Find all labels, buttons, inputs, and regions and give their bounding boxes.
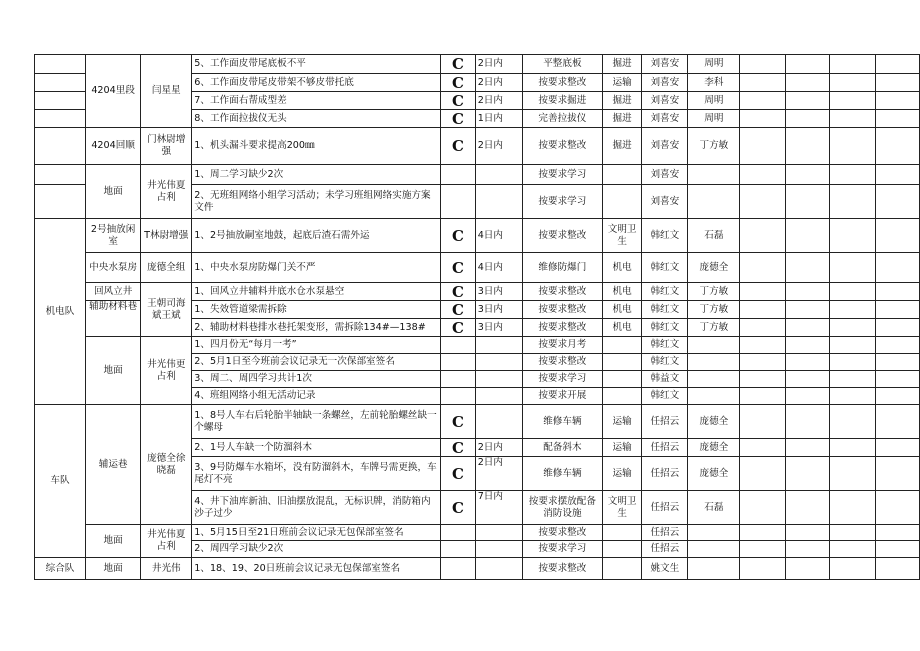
- measure-cell: 按要求整改: [522, 319, 602, 337]
- deadline-cell: 4日内: [475, 253, 522, 283]
- empty-cell: [875, 558, 919, 580]
- checker-cell: 庞德全: [688, 405, 740, 439]
- deadline-cell: 2日内: [475, 55, 522, 74]
- location-cell: 4204里段: [85, 55, 140, 128]
- empty-cell: [830, 128, 876, 165]
- grade-cell: [441, 541, 476, 558]
- checker-cell: [688, 371, 740, 388]
- unit-cell: [602, 371, 641, 388]
- checker-cell: [688, 337, 740, 354]
- unit-cell: 文明卫生: [602, 491, 641, 525]
- supervisor-cell: 任招云: [642, 439, 688, 457]
- empty-cell: [740, 55, 786, 74]
- empty-cell: [786, 525, 830, 541]
- grade-cell: C: [441, 457, 476, 491]
- unit-cell: [602, 185, 641, 219]
- team-cell: [35, 55, 86, 74]
- grade-cell: C: [441, 74, 476, 92]
- deadline-cell: [475, 354, 522, 371]
- owner-cell: 井光伟: [141, 558, 192, 580]
- checker-cell: 丁方敏: [688, 128, 740, 165]
- measure-cell: 按要求摆放配备消防设施: [522, 491, 602, 525]
- grade-cell: C: [441, 319, 476, 337]
- empty-cell: [786, 541, 830, 558]
- team-cell: 综合队: [35, 558, 86, 580]
- issue-cell: 1、8号人车右后轮胎半轴缺一条螺丝，左前轮胎螺丝缺一个螺母: [192, 405, 441, 439]
- checker-cell: [688, 558, 740, 580]
- checker-cell: 庞德全: [688, 457, 740, 491]
- measure-cell: 完善拉拔仪: [522, 110, 602, 128]
- empty-cell: [786, 301, 830, 319]
- empty-cell: [830, 319, 876, 337]
- empty-cell: [875, 283, 919, 301]
- empty-cell: [875, 457, 919, 491]
- empty-cell: [740, 110, 786, 128]
- supervisor-cell: 刘喜安: [642, 110, 688, 128]
- table-row: [35, 283, 920, 301]
- empty-cell: [786, 253, 830, 283]
- empty-cell: [740, 128, 786, 165]
- empty-cell: [830, 92, 876, 110]
- empty-cell: [830, 558, 876, 580]
- unit-cell: [602, 165, 641, 185]
- grade-cell: C: [441, 439, 476, 457]
- empty-cell: [786, 165, 830, 185]
- supervisor-cell: 刘喜安: [642, 55, 688, 74]
- empty-cell: [740, 541, 786, 558]
- empty-cell: [875, 541, 919, 558]
- deadline-cell: [475, 388, 522, 405]
- supervisor-cell: 韩益文: [642, 371, 688, 388]
- issue-cell: 2、5月1日至今班前会议记录无一次保部室签名: [192, 354, 441, 371]
- empty-cell: [830, 219, 876, 253]
- deadline-cell: 3日内: [475, 301, 522, 319]
- issue-cell: 5、工作面皮带尾底板不平: [192, 55, 441, 74]
- unit-cell: 机电: [602, 319, 641, 337]
- empty-cell: [875, 301, 919, 319]
- location-cell: 辅运巷: [85, 405, 140, 525]
- grade-cell: [441, 525, 476, 541]
- supervisor-cell: 姚文生: [642, 558, 688, 580]
- supervisor-cell: 刘喜安: [642, 92, 688, 110]
- empty-cell: [830, 74, 876, 92]
- grade-cell: C: [441, 128, 476, 165]
- table-row: [35, 55, 920, 74]
- team-cell: [35, 92, 86, 110]
- issue-cell: 7、工作面右帮成型差: [192, 92, 441, 110]
- table-row: [35, 558, 920, 580]
- supervisor-cell: 韩红文: [642, 354, 688, 371]
- measure-cell: 平整底板: [522, 55, 602, 74]
- measure-cell: 按要求整改: [522, 74, 602, 92]
- empty-cell: [786, 354, 830, 371]
- grade-cell: [441, 371, 476, 388]
- supervisor-cell: 刘喜安: [642, 165, 688, 185]
- owner-cell: 庞德全徐晓磊: [141, 405, 192, 525]
- grade-cell: C: [441, 219, 476, 253]
- issue-cell: 8、工作面拉拔仪无头: [192, 110, 441, 128]
- grade-cell: [441, 337, 476, 354]
- team-cell: [35, 74, 86, 92]
- supervisor-cell: 任招云: [642, 541, 688, 558]
- table-row: [35, 165, 920, 185]
- empty-cell: [740, 491, 786, 525]
- supervisor-cell: 韩红文: [642, 337, 688, 354]
- grade-cell: C: [441, 253, 476, 283]
- empty-cell: [786, 219, 830, 253]
- supervisor-cell: 韩红文: [642, 283, 688, 301]
- empty-cell: [830, 439, 876, 457]
- issue-cell: 1、中央水泵房防爆门关不严: [192, 253, 441, 283]
- team-cell: [35, 110, 86, 128]
- deadline-cell: [475, 371, 522, 388]
- issue-cell: 1、四月份无“每月一考”: [192, 337, 441, 354]
- grade-cell: C: [441, 55, 476, 74]
- table-row: [35, 219, 920, 253]
- unit-cell: 运输: [602, 457, 641, 491]
- issue-cell: 4、井下油库新油、旧油摆放混乱，无标识牌，消防箱内沙子过少: [192, 491, 441, 525]
- supervisor-cell: 任招云: [642, 525, 688, 541]
- grade-cell: [441, 558, 476, 580]
- location-cell: 地面: [85, 165, 140, 219]
- supervisor-cell: 任招云: [642, 405, 688, 439]
- unit-cell: [602, 525, 641, 541]
- measure-cell: 按要求学习: [522, 371, 602, 388]
- checker-cell: [688, 525, 740, 541]
- empty-cell: [740, 354, 786, 371]
- empty-cell: [740, 457, 786, 491]
- team-cell: [35, 185, 86, 219]
- empty-cell: [786, 388, 830, 405]
- issue-cell: 3、周二、周四学习共计1次: [192, 371, 441, 388]
- measure-cell: 按要求开展: [522, 388, 602, 405]
- issue-cell: 2、1号人车缺一个防溜斜木: [192, 439, 441, 457]
- empty-cell: [786, 371, 830, 388]
- empty-cell: [830, 283, 876, 301]
- grade-cell: C: [441, 301, 476, 319]
- location-cell: 2号抽放闲室: [85, 219, 140, 253]
- empty-cell: [740, 301, 786, 319]
- deadline-cell: [475, 185, 522, 219]
- empty-cell: [875, 92, 919, 110]
- empty-cell: [875, 165, 919, 185]
- table-row: [35, 337, 920, 354]
- unit-cell: 机电: [602, 283, 641, 301]
- empty-cell: [875, 491, 919, 525]
- deadline-cell: 2日内: [475, 128, 522, 165]
- empty-cell: [786, 337, 830, 354]
- empty-cell: [740, 439, 786, 457]
- supervisor-cell: 刘喜安: [642, 74, 688, 92]
- measure-cell: 配备斜木: [522, 439, 602, 457]
- empty-cell: [786, 74, 830, 92]
- team-cell: 机电队: [35, 219, 86, 405]
- deadline-cell: 2日内: [475, 92, 522, 110]
- checker-cell: 周明: [688, 110, 740, 128]
- location-cell: 地面: [85, 558, 140, 580]
- empty-cell: [786, 439, 830, 457]
- empty-cell: [740, 283, 786, 301]
- unit-cell: 运输: [602, 405, 641, 439]
- deadline-cell: 1日内: [475, 110, 522, 128]
- issue-cell: 1、机头漏斗要求提高200㎜: [192, 128, 441, 165]
- deadline-cell: 3日内: [475, 283, 522, 301]
- location-cell: 地面: [85, 525, 140, 558]
- empty-cell: [786, 283, 830, 301]
- supervisor-cell: 韩红文: [642, 388, 688, 405]
- team-cell: 车队: [35, 405, 86, 558]
- unit-cell: 掘进: [602, 128, 641, 165]
- grade-cell: C: [441, 283, 476, 301]
- grade-cell: [441, 165, 476, 185]
- deadline-cell: 7日内: [475, 491, 522, 525]
- empty-cell: [875, 319, 919, 337]
- empty-cell: [740, 558, 786, 580]
- supervisor-cell: 韩红文: [642, 219, 688, 253]
- empty-cell: [786, 55, 830, 74]
- supervisor-cell: 韩红文: [642, 301, 688, 319]
- checker-cell: [688, 388, 740, 405]
- owner-cell: 井光伟更占利: [141, 337, 192, 405]
- deadline-cell: [475, 525, 522, 541]
- unit-cell: 机电: [602, 301, 641, 319]
- unit-cell: [602, 388, 641, 405]
- empty-cell: [740, 219, 786, 253]
- checker-cell: [688, 165, 740, 185]
- empty-cell: [740, 185, 786, 219]
- issue-cell: 1、周二学习缺少2次: [192, 165, 441, 185]
- location-cell: 中央水泵房: [85, 253, 140, 283]
- empty-cell: [830, 371, 876, 388]
- checker-cell: 李科: [688, 74, 740, 92]
- measure-cell: 按要求整改: [522, 525, 602, 541]
- empty-cell: [830, 457, 876, 491]
- checker-cell: 石磊: [688, 219, 740, 253]
- unit-cell: 运输: [602, 74, 641, 92]
- deadline-cell: [475, 405, 522, 439]
- grade-cell: [441, 388, 476, 405]
- team-cell: [35, 165, 86, 185]
- table-row: [35, 525, 920, 541]
- owner-cell: 王朝司海斌王斌: [141, 283, 192, 337]
- supervisor-cell: 刘喜安: [642, 185, 688, 219]
- issue-cell: 4、班组网络小组无活动记录: [192, 388, 441, 405]
- empty-cell: [740, 371, 786, 388]
- inspection-table: [34, 54, 920, 580]
- location-cell: 4204回顺: [85, 128, 140, 165]
- empty-cell: [786, 185, 830, 219]
- supervisor-cell: 韩红文: [642, 319, 688, 337]
- empty-cell: [786, 128, 830, 165]
- issue-cell: 3、9号防爆车水箱坏，没有防溜斜木，车牌号需更换，车尾灯不亮: [192, 457, 441, 491]
- measure-cell: 按要求学习: [522, 165, 602, 185]
- issue-cell: 1、回风立井辅料井底水仓水泵悬空: [192, 283, 441, 301]
- deadline-cell: [475, 337, 522, 354]
- empty-cell: [875, 110, 919, 128]
- grade-cell: [441, 354, 476, 371]
- supervisor-cell: 韩红文: [642, 253, 688, 283]
- measure-cell: 按要求学习: [522, 541, 602, 558]
- empty-cell: [875, 439, 919, 457]
- empty-cell: [786, 92, 830, 110]
- issue-cell: 1、18、19、20日班前会议记录无包保部室签名: [192, 558, 441, 580]
- checker-cell: 丁方敏: [688, 283, 740, 301]
- grade-cell: C: [441, 92, 476, 110]
- empty-cell: [830, 301, 876, 319]
- empty-cell: [875, 337, 919, 354]
- empty-cell: [830, 388, 876, 405]
- empty-cell: [830, 55, 876, 74]
- checker-cell: [688, 185, 740, 219]
- empty-cell: [875, 388, 919, 405]
- empty-cell: [875, 74, 919, 92]
- empty-cell: [786, 405, 830, 439]
- issue-cell: 2、无班组网络小组学习活动；未学习班组网络实施方案文件: [192, 185, 441, 219]
- team-cell: [35, 128, 86, 165]
- empty-cell: [830, 525, 876, 541]
- checker-cell: [688, 541, 740, 558]
- measure-cell: 按要求整改: [522, 219, 602, 253]
- deadline-cell: 2日内: [475, 74, 522, 92]
- table-row: [35, 128, 920, 165]
- checker-cell: 石磊: [688, 491, 740, 525]
- empty-cell: [875, 128, 919, 165]
- empty-cell: [875, 354, 919, 371]
- checker-cell: 庞德全: [688, 253, 740, 283]
- empty-cell: [875, 253, 919, 283]
- issue-cell: 1、5月15日至21日班前会议记录无包保部室签名: [192, 525, 441, 541]
- empty-cell: [786, 558, 830, 580]
- owner-cell: 井光伟夏占利: [141, 165, 192, 219]
- owner-cell: 庞德全组: [141, 253, 192, 283]
- checker-cell: [688, 354, 740, 371]
- issue-cell: 6、工作面皮带尾皮带架不够皮带托底: [192, 74, 441, 92]
- measure-cell: 按要求整改: [522, 354, 602, 371]
- empty-cell: [830, 253, 876, 283]
- owner-cell: T林尉增强: [141, 219, 192, 253]
- unit-cell: [602, 337, 641, 354]
- issue-cell: 1、2号抽放嗣室地鼓，起底后渣石需外运: [192, 219, 441, 253]
- checker-cell: 周明: [688, 92, 740, 110]
- empty-cell: [740, 74, 786, 92]
- measure-cell: 按要求月考: [522, 337, 602, 354]
- empty-cell: [740, 165, 786, 185]
- deadline-cell: [475, 165, 522, 185]
- empty-cell: [830, 354, 876, 371]
- measure-cell: 维修车辆: [522, 405, 602, 439]
- measure-cell: 维修防爆门: [522, 253, 602, 283]
- issue-cell: 2、周四学习缺少2次: [192, 541, 441, 558]
- empty-cell: [830, 405, 876, 439]
- grade-cell: C: [441, 491, 476, 525]
- deadline-cell: 2日内: [475, 457, 522, 491]
- empty-cell: [830, 185, 876, 219]
- empty-cell: [740, 388, 786, 405]
- measure-cell: 按要求学习: [522, 185, 602, 219]
- empty-cell: [830, 165, 876, 185]
- empty-cell: [875, 371, 919, 388]
- measure-cell: 按要求整改: [522, 283, 602, 301]
- unit-cell: 文明卫生: [602, 219, 641, 253]
- issue-cell: 1、失效管道梁需拆除: [192, 301, 441, 319]
- unit-cell: [602, 558, 641, 580]
- owner-cell: 井光伟夏占利: [141, 525, 192, 558]
- deadline-cell: 3日内: [475, 319, 522, 337]
- supervisor-cell: 任招云: [642, 457, 688, 491]
- checker-cell: 周明: [688, 55, 740, 74]
- empty-cell: [740, 525, 786, 541]
- unit-cell: 掘进: [602, 110, 641, 128]
- checker-cell: 丁方敏: [688, 319, 740, 337]
- measure-cell: 维修车辆: [522, 457, 602, 491]
- empty-cell: [786, 110, 830, 128]
- deadline-cell: [475, 558, 522, 580]
- issue-cell: 2、辅助材料巷排水巷托架变形，需拆除134#—138#: [192, 319, 441, 337]
- unit-cell: [602, 541, 641, 558]
- empty-cell: [875, 185, 919, 219]
- deadline-cell: [475, 541, 522, 558]
- location-cell: 地面: [85, 337, 140, 405]
- grade-cell: C: [441, 110, 476, 128]
- empty-cell: [830, 491, 876, 525]
- empty-cell: [740, 337, 786, 354]
- deadline-cell: 4日内: [475, 219, 522, 253]
- unit-cell: 掘进: [602, 55, 641, 74]
- empty-cell: [875, 525, 919, 541]
- table-row: [35, 405, 920, 439]
- grade-cell: C: [441, 405, 476, 439]
- empty-cell: [786, 457, 830, 491]
- empty-cell: [786, 491, 830, 525]
- measure-cell: 按要求掘进: [522, 92, 602, 110]
- empty-cell: [875, 405, 919, 439]
- empty-cell: [740, 405, 786, 439]
- owner-cell: 门林尉增强: [141, 128, 192, 165]
- checker-cell: 庞德全: [688, 439, 740, 457]
- unit-cell: 运输: [602, 439, 641, 457]
- empty-cell: [830, 541, 876, 558]
- table-row: [35, 253, 920, 283]
- unit-cell: 机电: [602, 253, 641, 283]
- owner-cell: 闫星星: [141, 55, 192, 128]
- measure-cell: 按要求整改: [522, 128, 602, 165]
- location-cell: 辅助材料巷: [85, 301, 140, 337]
- supervisor-cell: 任招云: [642, 491, 688, 525]
- empty-cell: [830, 337, 876, 354]
- checker-cell: 丁方敏: [688, 301, 740, 319]
- deadline-cell: 2日内: [475, 439, 522, 457]
- unit-cell: [602, 354, 641, 371]
- empty-cell: [786, 319, 830, 337]
- empty-cell: [740, 92, 786, 110]
- supervisor-cell: 刘喜安: [642, 128, 688, 165]
- empty-cell: [875, 55, 919, 74]
- measure-cell: 按要求整改: [522, 301, 602, 319]
- empty-cell: [740, 253, 786, 283]
- empty-cell: [875, 219, 919, 253]
- measure-cell: 按要求整改: [522, 558, 602, 580]
- empty-cell: [740, 319, 786, 337]
- unit-cell: 掘进: [602, 92, 641, 110]
- empty-cell: [830, 110, 876, 128]
- grade-cell: [441, 185, 476, 219]
- location-cell: 回风立井: [85, 283, 140, 301]
